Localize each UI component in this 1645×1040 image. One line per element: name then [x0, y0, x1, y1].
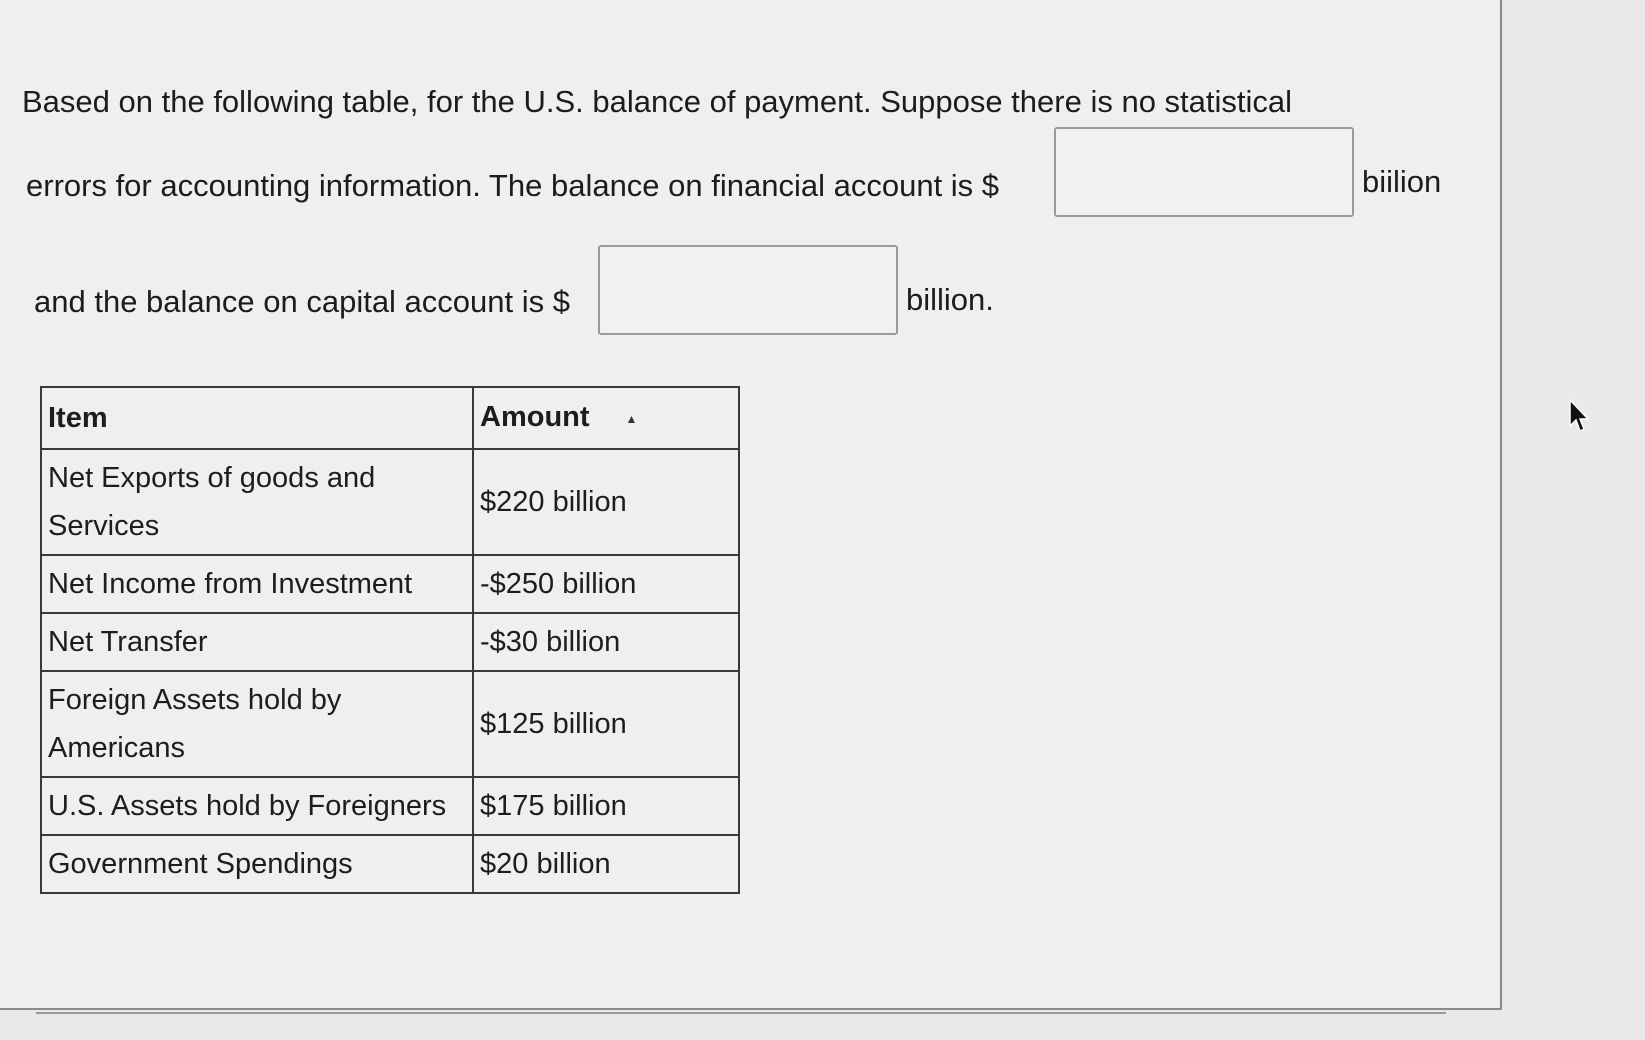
table-cell-item: Net Exports of goods and Services: [41, 449, 473, 555]
table-cell-amount: $220 billion: [473, 449, 739, 555]
table-cell-amount: $175 billion: [473, 777, 739, 835]
question-text-line-2: errors for accounting information. The balance on financial account is $: [26, 168, 1000, 203]
financial-account-input[interactable]: [1054, 127, 1354, 217]
question-text-line-1: Based on the following table, for the U.S. balance of payment. Suppose there is no statistical: [22, 84, 1293, 119]
question-text-line-3: and the balance on capital account is $: [34, 284, 570, 319]
sort-up-icon[interactable]: ▲: [625, 411, 638, 426]
column-header-amount[interactable]: [473, 387, 739, 449]
table-cell-item: Foreign Assets hold by Americans: [41, 671, 473, 777]
table-row: [41, 671, 739, 777]
column-header-item[interactable]: [41, 387, 473, 449]
table-cell-item: Government Spendings: [41, 835, 473, 893]
table-cell-amount: $125 billion: [473, 671, 739, 777]
balance-of-payments-table: [40, 386, 740, 894]
table-row: [41, 613, 739, 671]
table-header-row: [41, 387, 739, 449]
table-cell-amount: -$30 billion: [473, 613, 739, 671]
mouse-pointer-icon: [1568, 398, 1592, 434]
table-cell-amount: -$250 billion: [473, 555, 739, 613]
table-cell-item: U.S. Assets hold by Foreigners: [41, 777, 473, 835]
table-row: [41, 449, 739, 555]
financial-account-unit: biilion: [1362, 164, 1442, 199]
capital-account-unit: billion.: [906, 282, 994, 317]
table-row: [41, 835, 739, 893]
table-cell-item: Net Income from Investment: [41, 555, 473, 613]
table-cell-amount: $20 billion: [473, 835, 739, 893]
table-row: [41, 555, 739, 613]
column-header-amount-label: Amount: [480, 401, 590, 434]
capital-account-input[interactable]: [598, 245, 898, 335]
table-row: [41, 777, 739, 835]
table-cell-item: Net Transfer: [41, 613, 473, 671]
divider: [36, 1012, 1446, 1014]
column-header-item-label: Item: [48, 402, 108, 434]
